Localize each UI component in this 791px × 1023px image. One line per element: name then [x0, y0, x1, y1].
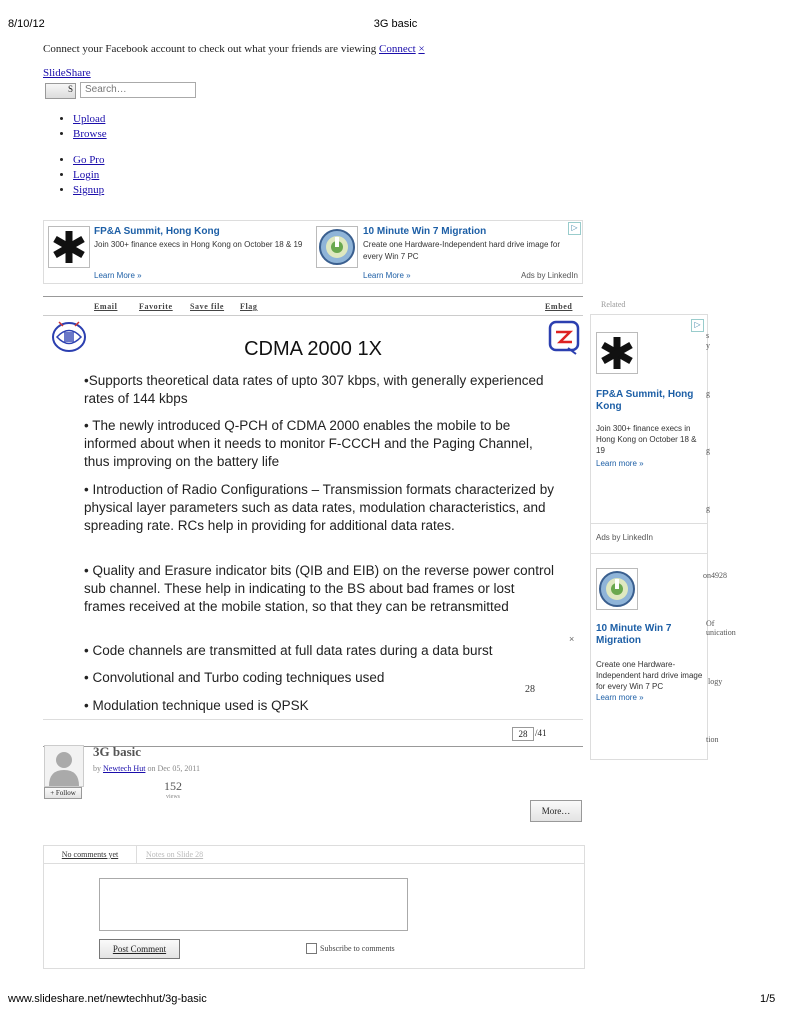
top-ad-banner	[43, 220, 583, 284]
views-label: views	[166, 794, 180, 800]
views-count: 152	[164, 779, 182, 793]
slide-title: CDMA 2000 1X	[244, 338, 382, 360]
slideshare-logo-link[interactable]: SlideShare	[43, 67, 91, 79]
presentation-title: 3G basic	[93, 744, 142, 759]
top-ad1-link[interactable]: Learn More »	[94, 271, 142, 280]
nav-browse-link[interactable]: Browse	[73, 128, 107, 140]
post-comment-button[interactable]	[99, 939, 180, 959]
page-number-input[interactable]: 28	[512, 727, 534, 741]
more-button[interactable]: More…	[530, 800, 582, 822]
sidebar-ad2-link[interactable]: Learn more »	[596, 693, 644, 702]
top-ad1-body: Join 300+ finance execs in Hong Kong on October 18 & 19	[94, 240, 303, 249]
print-page-number: 1/5	[760, 993, 776, 1005]
embed-link[interactable]: Embed	[545, 302, 573, 311]
ads-by-linkedin-label[interactable]: Ads by LinkedIn	[521, 271, 578, 280]
related-fragment[interactable]: g	[706, 446, 710, 455]
sidebar-ad2-body: Create one Hardware-Independent hard drive image for every Win 7 PC	[596, 660, 703, 691]
comments-panel	[43, 845, 585, 969]
related-fragment[interactable]: s	[706, 331, 710, 340]
byline-on: on	[147, 764, 156, 773]
favorite-link[interactable]: Favorite	[139, 302, 173, 311]
slide-bullet: • The newly introduced Q-PCH of CDMA 2000 enables the mobile to be informed about when it needs to monitor F-CCCH and the Paging Channel, thus improving on the battery life	[84, 418, 533, 469]
adchoices-icon[interactable]: ▷	[568, 222, 581, 235]
email-link[interactable]: Email	[94, 302, 118, 311]
nav-upload-link[interactable]: Upload	[73, 113, 106, 125]
page-total: /41	[535, 728, 547, 738]
slide-bullet: • Introduction of Radio Configurations – Transmission formats characterized by physical layer parameters such as data rates, modulation characteristics, and spreading rate. RCs help in providing for additional data rates.	[84, 482, 554, 533]
tab-comments[interactable]	[44, 846, 137, 864]
print-url: www.slideshare.net/newtechhut/3g-basic	[8, 993, 207, 1005]
related-fragment[interactable]: logy	[708, 677, 723, 686]
slide-toolbar	[43, 296, 583, 316]
flag-link[interactable]: Flag	[240, 302, 258, 311]
facebook-bar-text: Connect your Facebook account to check out what your friends are viewing	[43, 43, 377, 55]
print-title: 3G basic	[373, 18, 418, 30]
related-fragment[interactable]: tion	[706, 735, 719, 744]
sidebar-adchoices-icon[interactable]: ▷	[691, 319, 704, 332]
nav-login-link[interactable]: Login	[73, 169, 100, 181]
search-input[interactable]: Search…	[80, 82, 196, 98]
sidebar-ad2-title[interactable]: 10 Minute Win 7 Migration	[596, 623, 672, 646]
sidebar-ad1-title[interactable]: FP&A Summit, Hong Kong	[596, 389, 694, 412]
subscribe-checkbox[interactable]	[306, 943, 317, 954]
follow-button[interactable]: + Follow	[44, 787, 82, 799]
sidebar-asterisk-logo-icon[interactable]	[596, 332, 638, 374]
byline	[93, 764, 200, 773]
primary-nav	[55, 112, 107, 142]
avatar[interactable]	[44, 745, 84, 787]
slide-pager	[43, 719, 583, 747]
related-fragment[interactable]: g	[706, 389, 710, 398]
subscribe-label: Subscribe to comments	[320, 944, 395, 953]
search-button[interactable]: S	[45, 83, 76, 99]
secondary-nav	[55, 153, 104, 198]
print-date: 8/10/12	[8, 18, 45, 30]
slide-number: 28	[525, 684, 535, 695]
slide-bullet: • Convolutional and Turbo coding techniques used	[84, 670, 385, 685]
disk-logo-icon[interactable]	[316, 226, 358, 268]
facebook-close-button[interactable]: ×	[418, 43, 425, 55]
slide-bullet: • Modulation technique used is QPSK	[84, 698, 309, 713]
slide-bullet: • Quality and Erasure indicator bits (QIB and EIB) on the reverse power control sub channel. These help in indicating to the BS about bad frames or lost frames received at the mobile station, so that they can be retransmitted	[84, 563, 554, 614]
sidebar-ad1-link[interactable]: Learn more »	[596, 459, 644, 468]
save-file-link[interactable]: Save file	[190, 302, 225, 311]
related-tab[interactable]: Related	[601, 300, 626, 309]
nav-gopro-link[interactable]: Go Pro	[73, 154, 105, 166]
facebook-bar	[43, 43, 425, 55]
top-ad2-link[interactable]: Learn More »	[363, 271, 411, 280]
asterisk-logo-icon[interactable]	[48, 226, 90, 268]
sidebar-ad1-body: Join 300+ finance execs in Hong Kong on October 18 & 19	[596, 424, 697, 455]
related-fragment[interactable]: on4928	[703, 571, 727, 580]
top-ad2-title[interactable]: 10 Minute Win 7 Migration	[363, 226, 487, 237]
byline-by: by	[93, 764, 101, 773]
slide-bullet: •Supports theoretical data rates of upto 307 kbps, with generally experienced rates of 144 kbps	[84, 373, 544, 406]
slide-bullet: • Code channels are transmitted at full data rates during a data burst	[84, 643, 493, 658]
nav-signup-link[interactable]: Signup	[73, 184, 105, 196]
related-fragment[interactable]: Of	[706, 619, 715, 628]
related-fragment[interactable]: unication	[706, 628, 736, 637]
tab-comments-label: No comments yet	[61, 850, 119, 859]
slide-viewer[interactable]	[43, 314, 583, 720]
tab-notes[interactable]: Notes on Slide 28	[146, 850, 204, 859]
sidebar-ads-by-linkedin[interactable]: Ads by LinkedIn	[596, 533, 653, 542]
related-fragment[interactable]: g	[706, 504, 710, 513]
top-ad2-body: Create one Hardware-Independent hard drive image for every Win 7 PC	[363, 240, 561, 261]
comment-textarea[interactable]	[99, 878, 408, 931]
sidebar-ad-panel	[590, 314, 708, 760]
sidebar-disk-logo-icon[interactable]	[596, 568, 638, 610]
upload-date: Dec 05, 2011	[157, 764, 201, 773]
top-ad1-title[interactable]: FP&A Summit, Hong Kong	[94, 226, 220, 237]
author-link[interactable]: Newtech Hut	[103, 764, 146, 773]
post-comment-label: Post Comment	[112, 944, 167, 954]
facebook-connect-link[interactable]: Connect	[379, 43, 416, 55]
slide-close-button[interactable]: ×	[569, 634, 575, 644]
related-fragment[interactable]: y	[706, 341, 710, 350]
slide-body	[84, 372, 554, 717]
